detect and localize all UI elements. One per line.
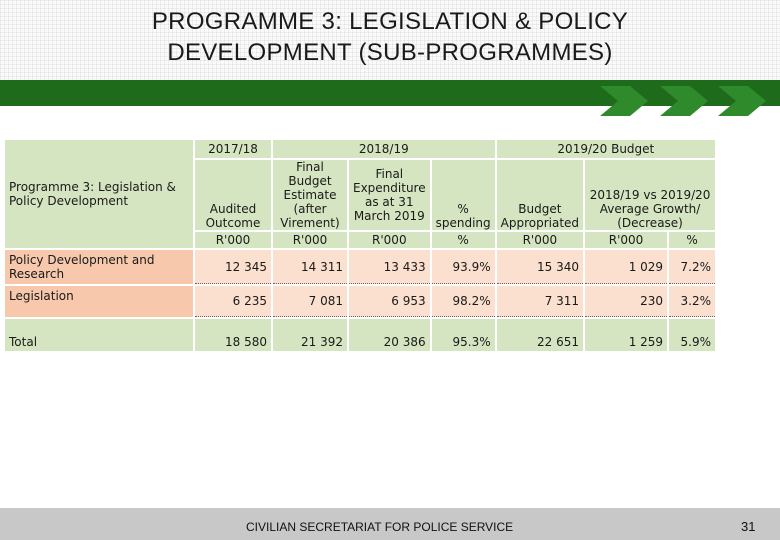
pct-spending-cell: 98.2% <box>432 286 495 317</box>
row-label: Total <box>5 319 193 351</box>
audited-cell: 12 345 <box>195 250 271 284</box>
unit-label: R'000 <box>195 232 271 248</box>
growth-cell: 1 259 <box>585 319 667 351</box>
header-line: 2018/19 vs 2019/20 <box>589 188 711 202</box>
final-budget-header <box>273 160 347 230</box>
header-line: Final Budget <box>288 160 332 188</box>
programme-header-line: Policy Development <box>9 194 129 208</box>
budget-cell: 7 311 <box>497 286 583 317</box>
budget-table-container <box>3 138 717 353</box>
table-row <box>5 286 715 317</box>
growth-header <box>585 160 715 230</box>
table-row <box>5 250 715 284</box>
pct-spending-cell: 93.9% <box>432 250 495 284</box>
pct-spending-cell: 95.3% <box>432 319 495 351</box>
header-line: spending <box>435 216 491 230</box>
programme-header-cell <box>5 140 193 248</box>
row-label: Policy Development and Research <box>5 250 193 284</box>
title-line-2: DEVELOPMENT (SUB-PROGRAMMES) <box>167 39 613 66</box>
pct-spending-header <box>432 160 495 230</box>
year-2019-header: 2019/20 Budget <box>497 140 715 158</box>
table-row-total <box>5 319 715 351</box>
header-line: Final <box>375 167 404 181</box>
final-budget-cell: 21 392 <box>273 319 347 351</box>
year-2017-header: 2017/18 <box>195 140 271 158</box>
growth-cell: 1 029 <box>585 250 667 284</box>
growth-pct-cell: 7.2% <box>669 250 715 284</box>
growth-cell: 230 <box>585 286 667 317</box>
final-expenditure-header <box>349 160 430 230</box>
unit-label: R'000 <box>585 232 667 248</box>
growth-pct-cell: 5.9% <box>669 319 715 351</box>
audited-cell: 18 580 <box>195 319 271 351</box>
audited-header <box>195 160 271 230</box>
header-line: Outcome <box>205 216 261 230</box>
header-line: March 2019 <box>353 209 425 223</box>
unit-label: % <box>669 232 715 248</box>
growth-pct-cell: 3.2% <box>669 286 715 317</box>
title-line-1: PROGRAMME 3: LEGISLATION & POLICY <box>151 8 629 35</box>
final-expenditure-cell: 6 953 <box>349 286 430 317</box>
header-line: Budget <box>518 202 562 216</box>
audited-cell: 6 235 <box>195 286 271 317</box>
page-number: 31 <box>741 519 756 534</box>
header-line: Virement) <box>280 216 340 230</box>
footer-organisation: CIVILIAN SECRETARIAT FOR POLICE SERVICE <box>246 520 514 534</box>
unit-label: % <box>432 232 495 248</box>
budget-cell: 15 340 <box>497 250 583 284</box>
header-line: (Decrease) <box>617 216 683 230</box>
budget-cell: 22 651 <box>497 319 583 351</box>
year-2018-header: 2018/19 <box>273 140 495 158</box>
budget-table <box>3 138 717 353</box>
final-expenditure-cell: 20 386 <box>349 319 430 351</box>
programme-header-line: Programme 3: Legislation & <box>9 180 176 194</box>
header-line: (after <box>293 202 327 216</box>
header-line: as at 31 <box>365 195 414 209</box>
final-budget-cell: 7 081 <box>273 286 347 317</box>
chevron-right-icon <box>600 86 648 116</box>
budget-appropriated-header <box>497 160 583 230</box>
chevron-right-icon <box>660 86 708 116</box>
final-expenditure-cell: 13 433 <box>349 250 430 284</box>
chevron-right-icon <box>718 86 766 116</box>
header-line: % <box>457 202 469 216</box>
header-line: Average Growth/ <box>599 202 701 216</box>
header-line: Expenditure <box>353 181 426 195</box>
row-label: Legislation <box>5 286 193 317</box>
header-line: Appropriated <box>500 216 580 230</box>
slide-title <box>0 6 780 68</box>
unit-label: R'000 <box>497 232 583 248</box>
unit-label: R'000 <box>273 232 347 248</box>
header-line: Audited <box>209 202 257 216</box>
header-line: Estimate <box>283 188 337 202</box>
unit-label: R'000 <box>349 232 430 248</box>
final-budget-cell: 14 311 <box>273 250 347 284</box>
